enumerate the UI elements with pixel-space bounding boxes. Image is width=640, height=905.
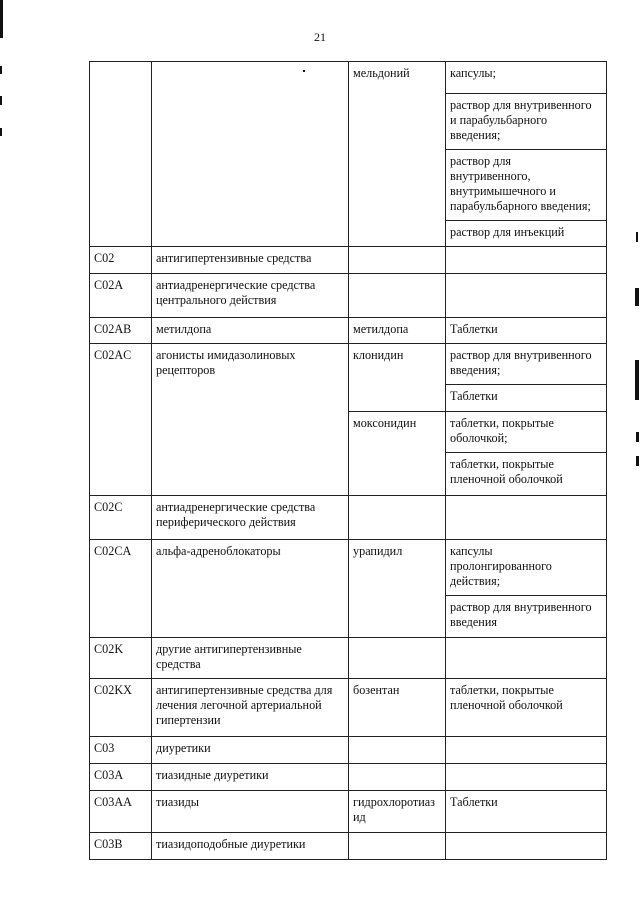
table-row — [90, 318, 607, 344]
dosage-form-cell: раствор для внутривенного и парабульбарного введения; — [446, 94, 607, 150]
atc-code-cell: C03AA — [90, 791, 152, 833]
inn-cell — [349, 737, 446, 764]
pharm-group-cell: другие антигипертензивные средства — [152, 638, 349, 679]
atc-code-cell: C02AC — [90, 344, 152, 496]
inn-cell — [349, 274, 446, 318]
dosage-form-cell — [446, 833, 607, 860]
table-row — [90, 344, 607, 385]
scan-edge-mark — [0, 128, 2, 136]
table-row — [90, 833, 607, 860]
atc-code-cell: C02 — [90, 247, 152, 274]
page-number: 21 — [314, 30, 326, 44]
atc-code-cell — [90, 62, 152, 247]
table-row — [90, 764, 607, 791]
table-row — [90, 247, 607, 274]
dosage-form-cell — [446, 247, 607, 274]
inn-cell: мельдоний — [349, 62, 446, 247]
inn-cell: гидрохлоротиаз ид — [349, 791, 446, 833]
table-row — [90, 540, 607, 596]
pharm-group-cell: агонисты имидазолиновых рецепторов — [152, 344, 349, 496]
dosage-form-cell — [446, 274, 607, 318]
table-row — [90, 737, 607, 764]
scan-edge-mark — [0, 96, 2, 105]
pharm-group-cell: тиазидные диуретики — [152, 764, 349, 791]
dosage-form-cell — [446, 737, 607, 764]
atc-code-cell: C03A — [90, 764, 152, 791]
atc-code-cell: C02KX — [90, 679, 152, 737]
pharm-group-cell: антиадренергические средства периферического действия — [152, 496, 349, 540]
dosage-form-cell: капсулы; — [446, 62, 607, 94]
atc-code-cell: C02CA — [90, 540, 152, 638]
pharm-group-cell: метилдопа — [152, 318, 349, 344]
atc-code-cell: C02K — [90, 638, 152, 679]
inn-cell — [349, 496, 446, 540]
pharm-group-cell: антиадренергические средства центрального действия — [152, 274, 349, 318]
pharm-group-cell: диуретики — [152, 737, 349, 764]
scan-edge-mark — [636, 456, 639, 466]
dosage-form-cell: таблетки, покрытые пленочной оболочкой — [446, 453, 607, 496]
scan-edge-mark — [636, 232, 638, 242]
scan-edge-mark — [635, 360, 639, 400]
dosage-form-cell: раствор для внутривенного введения; — [446, 344, 607, 385]
atc-code-cell: C02C — [90, 496, 152, 540]
dosage-form-cell — [446, 638, 607, 679]
dosage-form-cell: капсулы пролонгированного действия; — [446, 540, 607, 596]
inn-cell — [349, 764, 446, 791]
table-row — [90, 679, 607, 737]
table-row — [90, 496, 607, 540]
table-row — [90, 274, 607, 318]
pharm-group-cell: антигипертензивные средства для лечения легочной артериальной гипертензии — [152, 679, 349, 737]
dosage-form-cell: раствор для внутривенного введения — [446, 596, 607, 638]
scan-edge-mark — [636, 432, 639, 442]
dosage-form-cell: Таблетки — [446, 385, 607, 412]
atc-code-cell: C03 — [90, 737, 152, 764]
dosage-form-cell — [446, 764, 607, 791]
inn-cell: клонидин — [349, 344, 446, 412]
dosage-form-cell — [446, 496, 607, 540]
atc-code-cell: C03B — [90, 833, 152, 860]
dosage-form-cell: таблетки, покрытые пленочной оболочкой — [446, 679, 607, 737]
scan-edge-mark — [0, 0, 3, 38]
dosage-form-cell: раствор для инъекций — [446, 221, 607, 247]
pharm-group-cell: тиазиды — [152, 791, 349, 833]
inn-cell: метилдопа — [349, 318, 446, 344]
inn-cell: моксонидин — [349, 412, 446, 496]
inn-cell — [349, 247, 446, 274]
dosage-form-cell: таблетки, покрытые оболочкой; — [446, 412, 607, 453]
scan-edge-mark — [0, 66, 2, 74]
drug-classification-table — [89, 61, 607, 860]
atc-code-cell: C02AB — [90, 318, 152, 344]
pharm-group-cell: альфа-адреноблокаторы — [152, 540, 349, 638]
inn-cell: бозентан — [349, 679, 446, 737]
dosage-form-cell: Таблетки — [446, 318, 607, 344]
pharm-group-cell: антигипертензивные средства — [152, 247, 349, 274]
scan-edge-mark — [635, 288, 639, 306]
dosage-form-cell: раствор для внутривенного, внутримышечного и парабульбарного введения; — [446, 150, 607, 221]
pharm-group-cell: тиазидоподобные диуретики — [152, 833, 349, 860]
table-row — [90, 62, 607, 94]
table-row — [90, 791, 607, 833]
dosage-form-cell: Таблетки — [446, 791, 607, 833]
atc-code-cell: C02A — [90, 274, 152, 318]
inn-cell — [349, 833, 446, 860]
pharm-group-cell — [152, 62, 349, 247]
inn-cell — [349, 638, 446, 679]
table-row — [90, 638, 607, 679]
inn-cell: урапидил — [349, 540, 446, 638]
